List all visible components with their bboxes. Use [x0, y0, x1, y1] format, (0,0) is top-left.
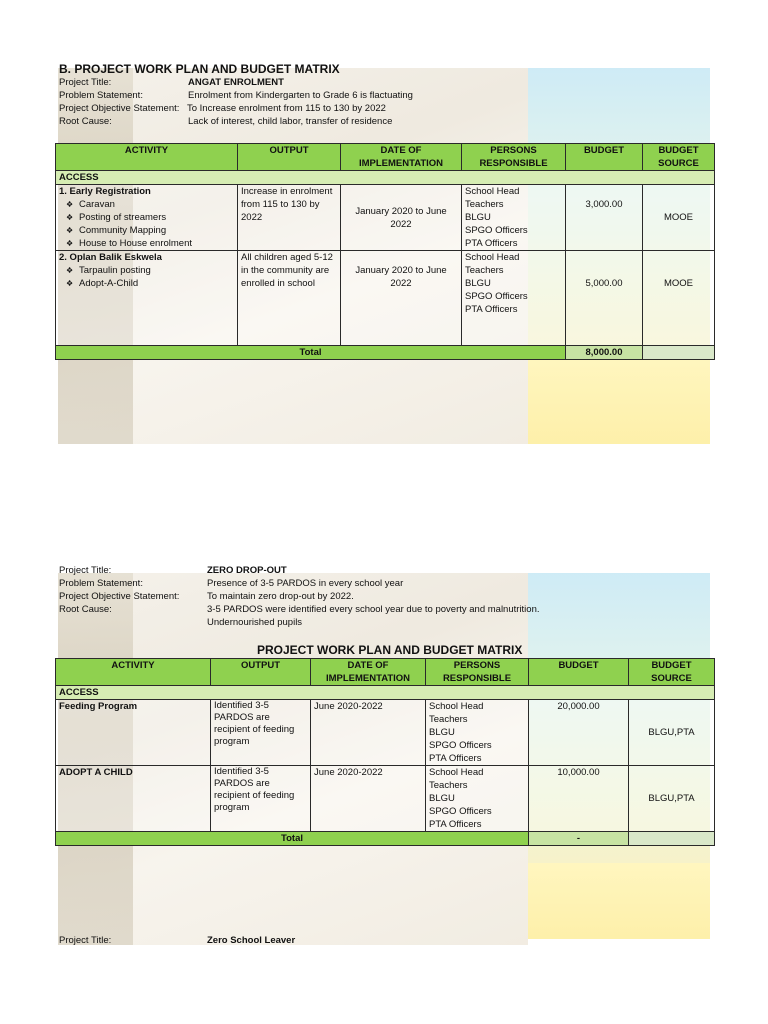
background-yellow-image-2 — [528, 863, 710, 939]
s1-project-title-value: ANGAT ENROLMENT — [188, 77, 284, 88]
s1-r1-persons: School Head Teachers BLGU SPGO Officers PTA Officers — [462, 185, 566, 251]
s2-col-date: DATE OF IMPLEMENTATION — [311, 659, 426, 686]
background-yellow-image — [528, 358, 710, 444]
s1-section-label: ACCESS — [56, 171, 715, 185]
s1-r1-activity-title: 1. Early Registration — [59, 186, 151, 197]
s1-col-budget: BUDGET — [566, 144, 643, 171]
s1-r2-source: MOOE — [643, 251, 715, 346]
s2-problem-label: Problem Statement: — [59, 578, 143, 589]
list-item: ❖ Community Mapping — [66, 225, 167, 236]
s1-section-row — [56, 171, 715, 185]
s1-r1-activity — [56, 185, 238, 251]
diamond-bullet-icon: ❖ — [66, 200, 74, 209]
s2-root-cause-value-line2: Undernourished pupils — [207, 617, 303, 628]
s1-total-row — [56, 346, 715, 360]
s1-r2-output: All children aged 5-12 in the community are enrolled in school — [238, 251, 341, 346]
s2-r2-budget: 10,000.00 — [529, 766, 629, 832]
s2-root-cause-label: Root Cause: — [59, 604, 112, 615]
s2-problem-value: Presence of 3-5 PARDOS in every school year — [207, 578, 404, 589]
s2-total-label: Total — [56, 832, 529, 846]
list-item: ❖ Posting of streamers — [66, 212, 167, 223]
s1-col-output: OUTPUT — [238, 144, 341, 171]
s2-total-empty — [629, 832, 715, 846]
s1-budget-matrix-table — [55, 143, 715, 360]
s2-root-cause-value: 3-5 PARDOS were identified every school year due to poverty and malnutrition. — [207, 604, 540, 615]
list-item: ❖ Caravan — [66, 199, 115, 210]
diamond-bullet-icon: ❖ — [66, 279, 74, 288]
list-item: ❖ Adopt-A-Child — [66, 278, 139, 289]
section1-heading: B. PROJECT WORK PLAN AND BUDGET MATRIX — [59, 62, 340, 76]
s2-header-row — [56, 659, 715, 686]
s2-project-title-label: Project Title: — [59, 565, 112, 576]
s2-r2-date: June 2020-2022 — [311, 766, 426, 832]
s2-r1-activity: Feeding Program — [56, 700, 211, 766]
s2-col-output: OUTPUT — [211, 659, 311, 686]
s1-col-persons: PERSONS RESPONSIBLE — [462, 144, 566, 171]
s1-col-activity: ACTIVITY — [56, 144, 238, 171]
s1-r1-date: January 2020 to June 2022 — [341, 185, 462, 251]
s1-total-empty — [643, 346, 715, 360]
s2-project-title-value: ZERO DROP-OUT — [207, 565, 287, 576]
s1-objective-label: Project Objective Statement: — [59, 103, 180, 114]
s1-objective-value: To Increase enrolment from 115 to 130 by 2022 — [187, 103, 386, 114]
s2-budget-matrix-table — [55, 658, 715, 846]
s2-r2-persons: School Head Teachers BLGU SPGO Officers PTA Officers — [426, 766, 529, 832]
s1-problem-value: Enrolment from Kindergarten to Grade 6 is flactuating — [188, 90, 413, 101]
table-row — [56, 700, 715, 766]
table-row — [56, 185, 715, 251]
s1-root-cause-label: Root Cause: — [59, 116, 112, 127]
s2-col-budget: BUDGET — [529, 659, 629, 686]
s2-total-value: - — [529, 832, 629, 846]
s2-r2-activity: ADOPT A CHILD — [56, 766, 211, 832]
s2-col-activity: ACTIVITY — [56, 659, 211, 686]
s1-r1-output: Increase in enrolment from 115 to 130 by 2022 — [238, 185, 341, 251]
s3-project-title-label: Project Title: — [59, 935, 112, 946]
s1-col-source: BUDGET SOURCE — [643, 144, 715, 171]
s3-project-title-value: Zero School Leaver — [207, 935, 296, 946]
diamond-bullet-icon: ❖ — [66, 226, 74, 235]
diamond-bullet-icon: ❖ — [66, 266, 74, 275]
s1-header-row — [56, 144, 715, 171]
table-row — [56, 251, 715, 346]
s2-r1-persons: School Head Teachers BLGU SPGO Officers PTA Officers — [426, 700, 529, 766]
s1-r1-budget: 3,000.00 — [566, 185, 643, 251]
s2-total-row — [56, 832, 715, 846]
s2-r1-date: June 2020-2022 — [311, 700, 426, 766]
s1-root-cause-value: Lack of interest, child labor, transfer of residence — [188, 116, 393, 127]
s1-col-date: DATE OF IMPLEMENTATION — [341, 144, 462, 171]
s1-r2-budget: 5,000.00 — [566, 251, 643, 346]
diamond-bullet-icon: ❖ — [66, 239, 74, 248]
s2-objective-value: To maintain zero drop-out by 2022. — [207, 591, 354, 602]
s1-r2-activity — [56, 251, 238, 346]
s1-r2-date: January 2020 to June 2022 — [341, 251, 462, 346]
s2-r1-budget: 20,000.00 — [529, 700, 629, 766]
section2-heading: PROJECT WORK PLAN AND BUDGET MATRIX — [257, 643, 523, 657]
diamond-bullet-icon: ❖ — [66, 213, 74, 222]
s2-col-persons: PERSONS RESPONSIBLE — [426, 659, 529, 686]
s2-section-row — [56, 686, 715, 700]
s1-r1-source: MOOE — [643, 185, 715, 251]
s1-r2-activity-title: 2. Oplan Balik Eskwela — [59, 252, 162, 263]
s2-r1-source: BLGU,PTA — [629, 700, 715, 766]
s2-r1-output: Identified 3-5 PARDOS are recipient of feeding program — [211, 700, 311, 766]
s1-problem-label: Problem Statement: — [59, 90, 143, 101]
s1-project-title-label: Project Title: — [59, 77, 112, 88]
s2-section-label: ACCESS — [56, 686, 715, 700]
s1-total-label: Total — [56, 346, 566, 360]
s1-r2-persons: School Head Teachers BLGU SPGO Officers PTA Officers — [462, 251, 566, 346]
list-item: ❖ Tarpaulin posting — [66, 265, 151, 276]
list-item: ❖ House to House enrolment — [66, 238, 193, 249]
s2-r2-source: BLGU,PTA — [629, 766, 715, 832]
table-row — [56, 766, 715, 832]
s1-total-value: 8,000.00 — [566, 346, 643, 360]
s2-r2-output: Identified 3-5 PARDOS are recipient of feeding program — [211, 766, 311, 832]
s2-objective-label: Project Objective Statement: — [59, 591, 180, 602]
s2-col-source: BUDGET SOURCE — [629, 659, 715, 686]
